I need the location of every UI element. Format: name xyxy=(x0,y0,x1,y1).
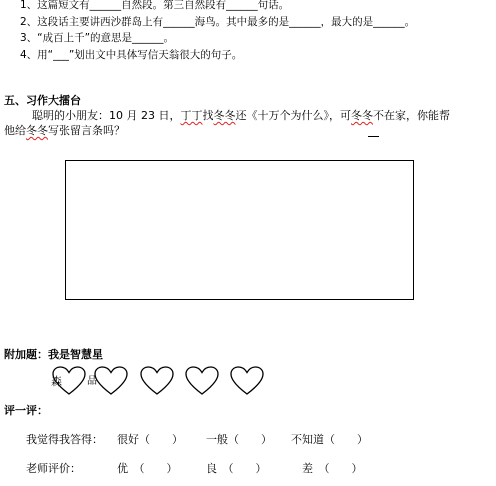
question-3: 3、“成百上千”的意思是______。 xyxy=(20,32,175,44)
prompt-text: 他给 xyxy=(4,124,26,137)
name-dongdong: 冬冬 xyxy=(213,109,236,122)
writing-answer-box[interactable] xyxy=(65,160,414,300)
prompt-text: 聪明的小朋友：10 月 23 日， xyxy=(32,109,181,122)
prompt-text: 不在家，你能帮 xyxy=(372,109,450,122)
question-2: 2、这段话主要讲西沙群岛上有______海鸟。其中最多的是______，最大的是______。 xyxy=(20,16,416,28)
self-eval-good[interactable]: 很好（ ） xyxy=(117,433,183,446)
heart-icon[interactable] xyxy=(140,366,174,396)
prompt-text: 找 xyxy=(202,109,214,122)
self-eval-ok[interactable]: 一般（ ） xyxy=(206,433,272,446)
self-eval-unknown[interactable]: 不知道（ ） xyxy=(291,433,368,446)
question-1: 1、这篇短文有______自然段。第三自然段有______句话。 xyxy=(20,0,290,11)
prompt-line-2 xyxy=(4,121,125,141)
section-5-title: 五、习作大擂台 xyxy=(4,94,81,107)
heart-label-2: 品 xyxy=(87,376,97,387)
heart-icon[interactable] xyxy=(230,366,264,396)
teacher-eval-excellent[interactable]: 优 （ ） xyxy=(117,462,178,475)
teacher-eval-label: 老师评价： xyxy=(26,462,81,475)
question-4: 4、用“___”划出文中具体写信天翁很大的句子。 xyxy=(20,49,243,61)
name-dongdong: 冬冬 xyxy=(26,124,48,137)
heart-icon[interactable] xyxy=(185,366,219,396)
name-dingding: 丁丁 xyxy=(180,109,203,122)
evaluation-title: 评一评： xyxy=(4,404,48,417)
bonus-title: 附加题：我是智慧星 xyxy=(4,348,103,361)
stray-dash xyxy=(368,136,379,137)
heart-label-1: 森 xyxy=(51,375,62,388)
name-dongdong: 冬冬 xyxy=(350,109,373,122)
heart-icon[interactable] xyxy=(94,366,128,396)
teacher-eval-poor[interactable]: 差 （ ） xyxy=(302,462,363,475)
teacher-eval-good[interactable]: 良 （ ） xyxy=(206,462,267,475)
prompt-text: 还《十万个为什么》，可 xyxy=(235,109,351,122)
prompt-text: 写张留言条吗？ xyxy=(48,124,125,137)
self-eval-label: 我觉得我答得： xyxy=(26,433,103,446)
